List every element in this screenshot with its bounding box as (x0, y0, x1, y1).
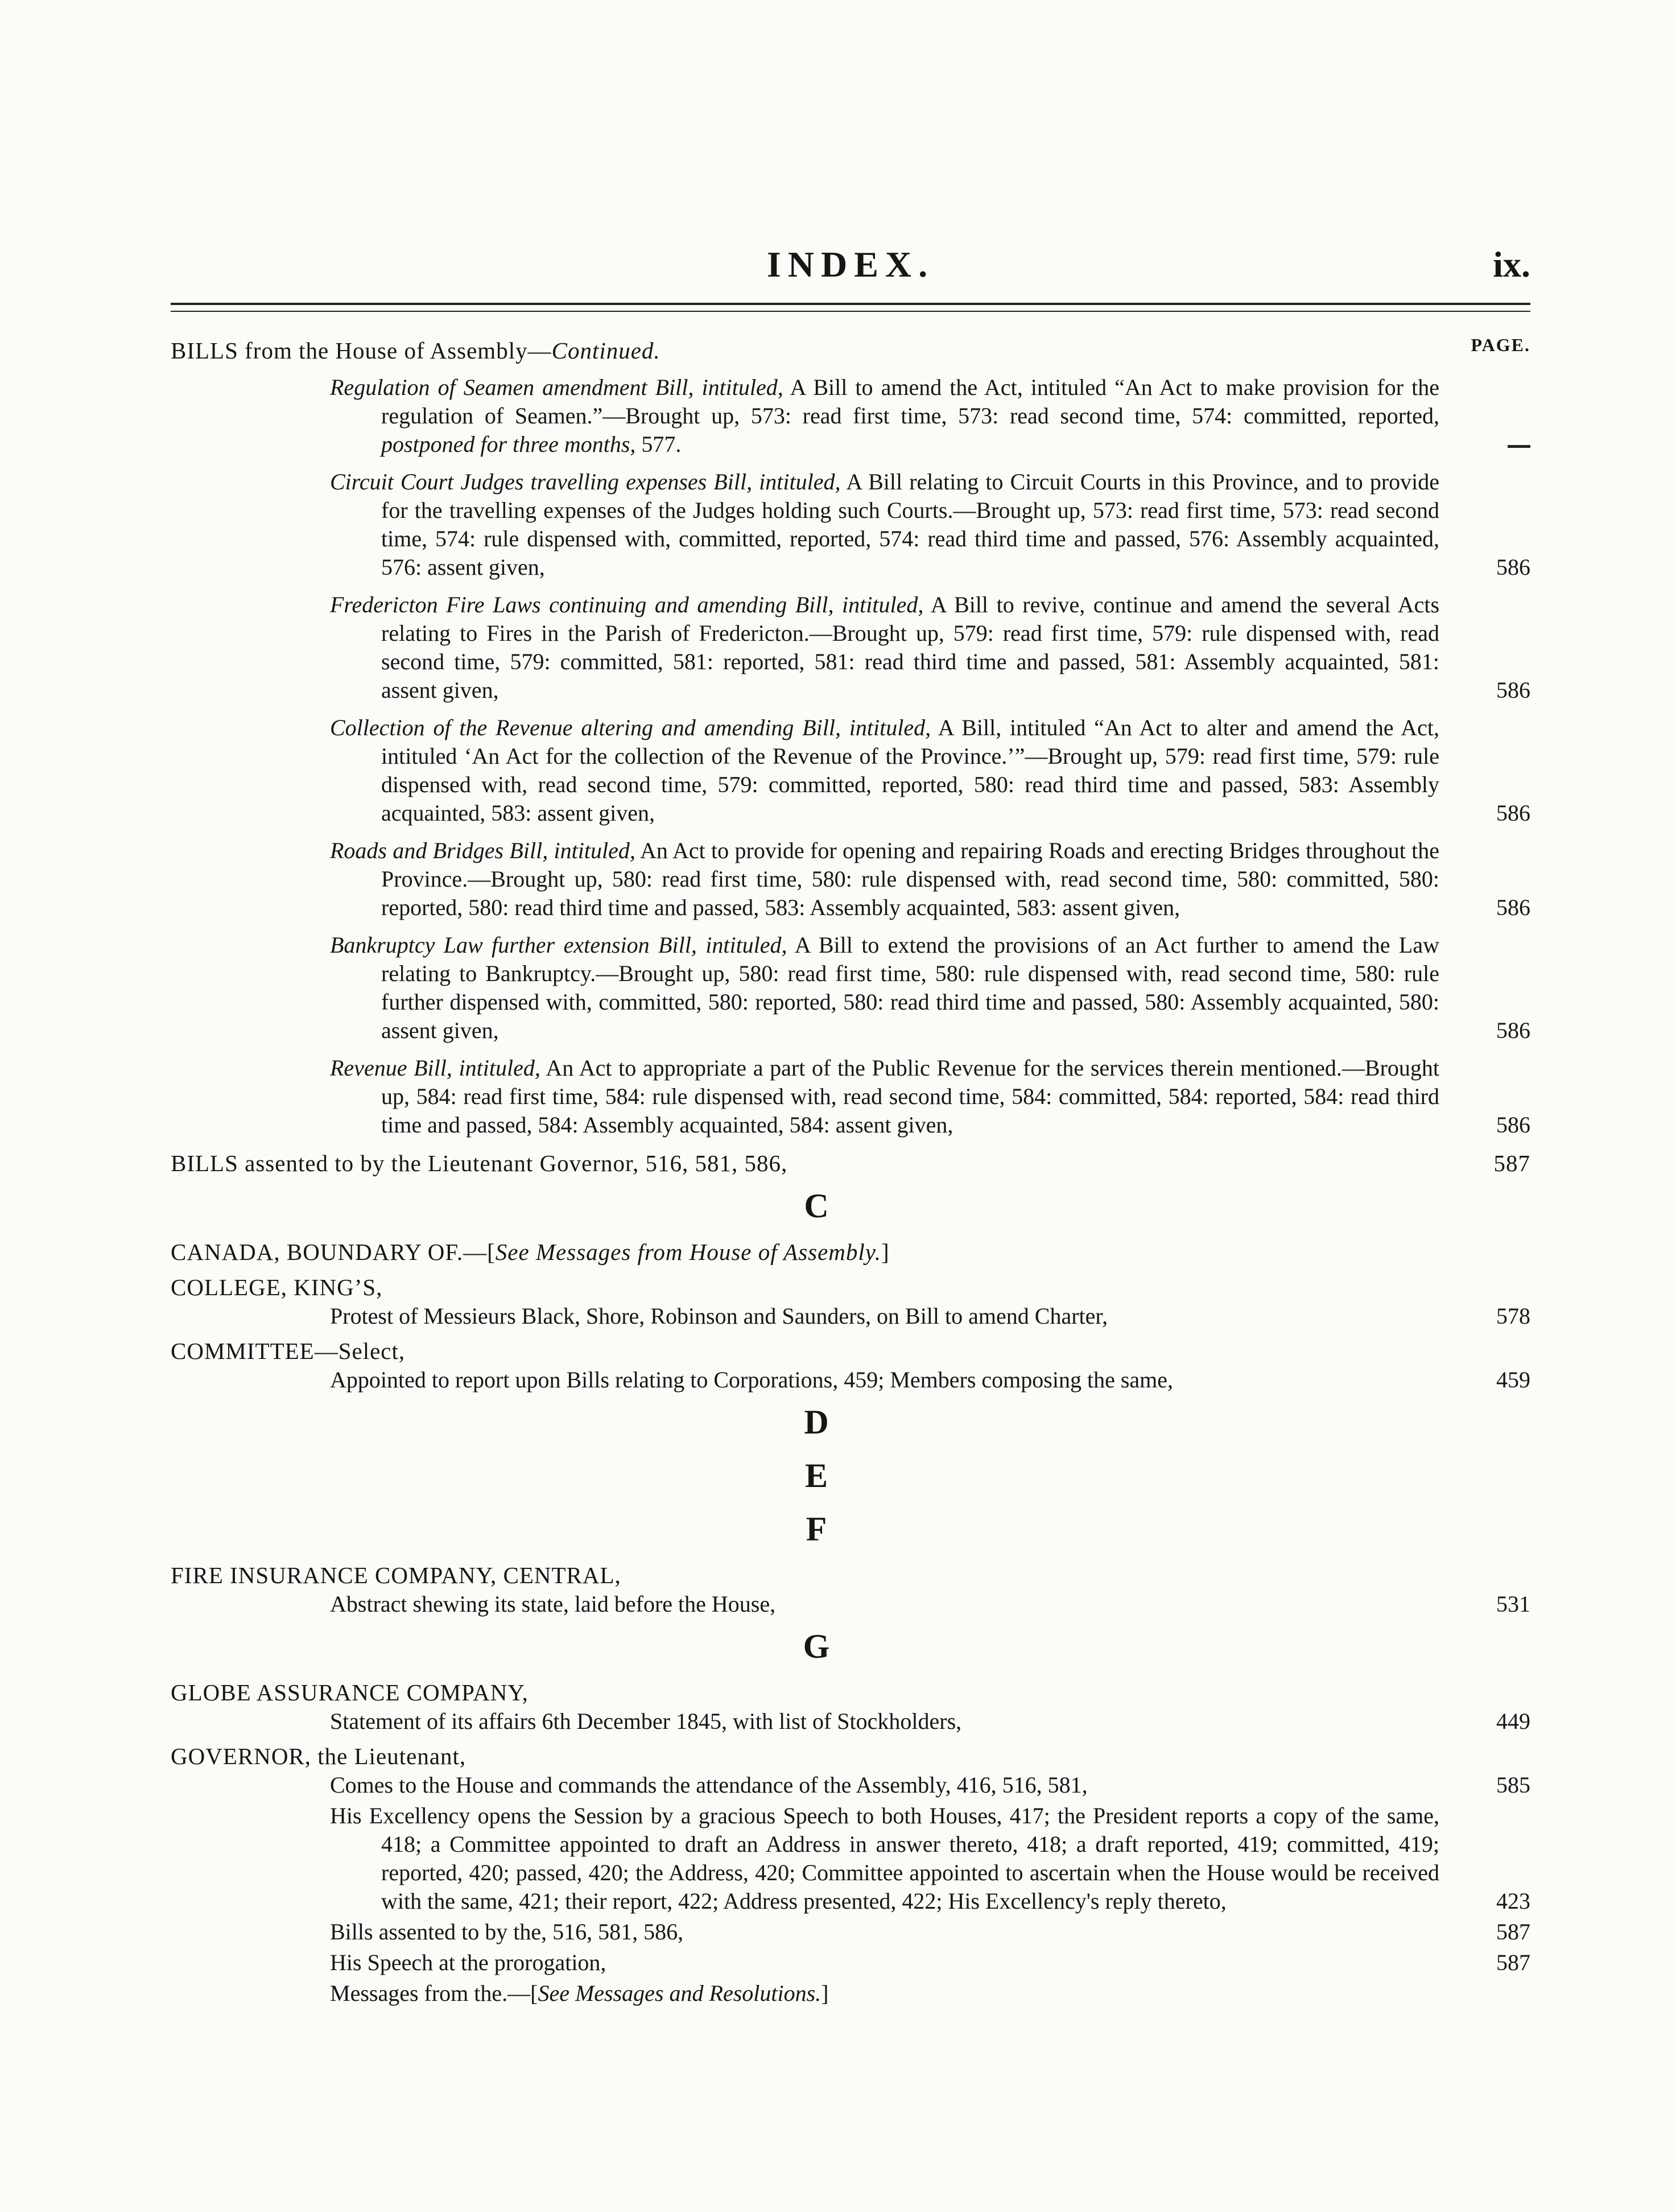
bill-page (1508, 430, 1530, 459)
section-letter-g: G (803, 1628, 830, 1665)
bill-title: Revenue Bill, intituled, (330, 1055, 540, 1081)
bills-heading-text: BILLS from the House of Assembly— (171, 337, 552, 364)
bill-page: 586 (1496, 1112, 1530, 1138)
bill-body: A Bill relating to Circuit Courts in this Province, and to provide for the travelling expenses of the Judges holding such Courts.—Brought up, 573: read first time, 573: read second time, 574: rule dispensed with, committed, reported, 574: read third time and passed, 576: Assembly acquainted, 576: assent given, (381, 469, 1440, 580)
globe-statement-page: 449 (1496, 1708, 1530, 1734)
no-page-dash (1508, 445, 1530, 448)
bill-body: A Bill to extend the provisions of an Act further to amend the Law relating to Bankruptcy.—Brought up, 580: read first time, 580: rule dispensed with, read second time, 580: rule further dispensed with, committed, 580: reported, 580: read third time and passed, 580: Assembly acquainted, 580: assent given, (381, 932, 1440, 1043)
bill-entry-circuit-court (330, 468, 1530, 582)
bill-page: 586 (1496, 1018, 1530, 1043)
canada-text: CANADA, BOUNDARY OF.—[ (171, 1239, 496, 1265)
fire-insurance-abstract-page: 531 (1496, 1591, 1530, 1617)
bills-heading (171, 336, 1530, 365)
governor-item-page: 587 (1496, 1919, 1530, 1945)
bills-assented-page: 587 (1493, 1150, 1530, 1176)
bill-body: A Bill to amend the Act, intituled “An Act to make provision for the regulation of Seamen.”—Brought up, 573: read first time, 573: read second time, 574: committed, reported, (381, 374, 1439, 429)
bill-page: 586 (1496, 800, 1530, 826)
governor-item-text: His Speech at the prorogation, (330, 1950, 606, 1975)
bill-title: Bankruptcy Law further extension Bill, intituled, (330, 932, 787, 958)
governor-messages (330, 1979, 1530, 2008)
running-head (171, 244, 1530, 283)
bill-title: Collection of the Revenue altering and amending Bill, intituled, (330, 715, 931, 740)
college-heading: COLLEGE, KING’S, (171, 1274, 383, 1300)
section-letter-d: D (804, 1403, 829, 1441)
page-column-label: PAGE. (1471, 335, 1530, 355)
bill-title: Circuit Court Judges travelling expenses Bill, intituled, (330, 469, 841, 495)
governor-item-text: Bills assented to by the, 516, 581, 586, (330, 1919, 684, 1945)
governor-item-text: His Excellency opens the Session by a gracious Speech to both Houses, 417; the President reports a copy of the same, 418; a Committee appointed to draft an Address in answer thereto, 418; a draft reported, 419; committed, 419; reported, 420; passed, 420; the Address, 420; Committee appointed to ascertain when the House would be received with the same, 421; their report, 422; Address presented, 422; His Excellency's reply thereto, (330, 1803, 1439, 1914)
bill-body: An Act to provide for opening and repairing Roads and erecting Bridges throughout the Province.—Brought up, 580: read first time, 580: rule dispensed with, read second time, 580: committed, 580: reported, 580: read third time and passed, 583: Assembly acquainted, 583: assent given, (381, 838, 1440, 920)
header-rule (171, 303, 1530, 312)
committee-appointed-page: 459 (1496, 1367, 1530, 1393)
bills-assented-text: BILLS assented to by the Lieutenant Governor, 516, 581, 586, (171, 1150, 788, 1176)
committee-appointed (330, 1366, 1530, 1394)
globe-heading: GLOBE ASSURANCE COMPANY, (171, 1679, 529, 1706)
bill-body: A Bill to revive, continue and amend the several Acts relating to Fires in the Parish of Fredericton.—Brought up, 579: read first time, 579: rule dispensed with, read second time, 579: committed, 581: reported, 581: read third time and passed, 581: Assembly acquainted, 581: assent given, (381, 592, 1440, 703)
bill-page: 586 (1496, 677, 1530, 703)
canada-close: ] (881, 1239, 890, 1265)
section-letter-e: E (804, 1457, 828, 1494)
globe-statement (330, 1707, 1530, 1736)
governor-item (330, 1918, 1530, 1946)
bill-title: Fredericton Fire Laws continuing and amending Bill, intituled, (330, 592, 924, 617)
committee-heading: COMMITTEE—Select, (171, 1338, 406, 1364)
college-protest (330, 1302, 1530, 1331)
governor-item (330, 1949, 1530, 1977)
college-protest-text: Protest of Messieurs Black, Shore, Robinson and Saunders, on Bill to amend Charter, (330, 1303, 1108, 1329)
bill-page: 586 (1496, 895, 1530, 920)
bill-title: Regulation of Seamen amendment Bill, intituled, (330, 374, 783, 400)
bill-entry-roads-bridges (330, 837, 1530, 922)
section-letter-f: F (806, 1510, 827, 1548)
governor-messages-close: ] (821, 1980, 829, 2006)
bill-italic-tail: postponed for three months, (381, 431, 636, 457)
bill-body: An Act to appropriate a part of the Public Revenue for the services therein mentioned.—Brought up, 584: read first time, 584: rule dispensed with, read second time, 584: committed, 584: reported, 584: read third time and passed, 584: Assembly acquainted, 584: assent given, (381, 1055, 1440, 1138)
page-number: ix. (1493, 244, 1530, 285)
bills-heading-continued: Continued. (551, 337, 661, 364)
bill-entry-fredericton-fire (330, 591, 1530, 705)
page-title: INDEX. (766, 244, 935, 285)
governor-item (330, 1802, 1530, 1916)
governor-item-page: 587 (1496, 1950, 1530, 1975)
governor-item-page: 423 (1496, 1888, 1530, 1914)
bills-assented (171, 1148, 1530, 1178)
bill-tail: 577. (641, 431, 682, 457)
fire-insurance-heading: FIRE INSURANCE COMPANY, CENTRAL, (171, 1562, 621, 1588)
governor-item-text: Comes to the House and commands the attendance of the Assembly, 416, 516, 581, (330, 1772, 1088, 1798)
bill-title: Roads and Bridges Bill, intituled, (330, 838, 635, 863)
bill-entry-bankruptcy (330, 931, 1530, 1045)
governor-messages-text: Messages from the.—[ (330, 1980, 538, 2006)
governor-messages-xref: See Messages and Resolutions. (538, 1980, 822, 2006)
bill-entry-seamen (330, 373, 1530, 459)
governor-item (330, 1771, 1530, 1799)
fire-insurance-abstract-text: Abstract shewing its state, laid before the House, (330, 1591, 776, 1617)
globe-statement-text: Statement of its affairs 6th December 1845, with list of Stockholders, (330, 1708, 962, 1734)
governor-heading: GOVERNOR, the Lieutenant, (171, 1743, 467, 1769)
governor-item-page: 585 (1496, 1772, 1530, 1798)
fire-insurance-abstract (330, 1590, 1530, 1618)
bill-entry-revenue (330, 1054, 1530, 1139)
canada-boundary (171, 1237, 1530, 1267)
college-protest-page: 578 (1496, 1303, 1530, 1329)
bill-body: A Bill, intituled “An Act to alter and amend the Act, intituled ‘An Act for the collection of the Revenue of the Province.’”—Brought up, 579: read first time, 579: rule dispensed with, read second time, 579: committed, reported, 580: read third time and passed, 583: Assembly acquainted, 583: assent given, (381, 715, 1440, 826)
committee-appointed-text: Appointed to report upon Bills relating to Corporations, 459; Members composing the same, (330, 1367, 1174, 1393)
index-content (171, 330, 1530, 2010)
section-letter-c: C (804, 1187, 829, 1225)
bill-entry-revenue-collection (330, 714, 1530, 827)
bill-page: 586 (1496, 554, 1530, 580)
canada-xref: See Messages from House of Assembly. (495, 1239, 881, 1265)
